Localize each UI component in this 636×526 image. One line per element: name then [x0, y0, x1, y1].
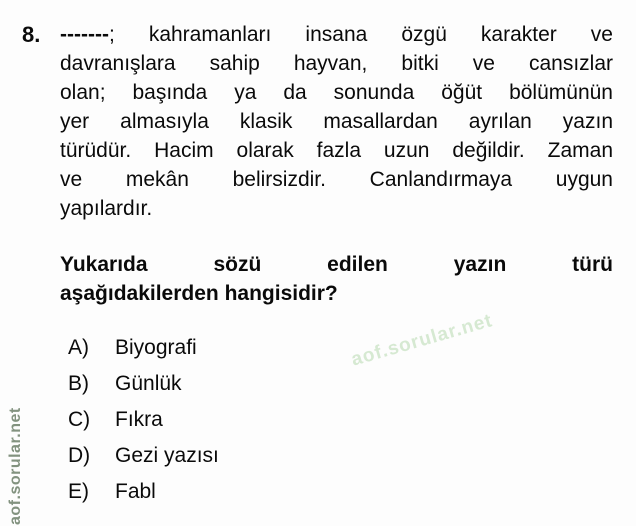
- body-line-7: yapılardır.: [60, 197, 153, 220]
- question-prompt: [60, 250, 613, 308]
- prompt-line-2: aşağıdakilerden hangisidir?: [60, 282, 338, 305]
- option-b-letter: B): [68, 372, 89, 395]
- option-b: [60, 370, 613, 406]
- watermark-diagonal: aof.sorular.net: [348, 310, 496, 371]
- options-list: [60, 334, 613, 514]
- option-a-letter: A): [68, 336, 89, 359]
- option-d: [60, 442, 613, 478]
- body-line-5: türüdür. Hacim olarak fazla uzun değildir. Zaman: [60, 139, 613, 162]
- question-number: 8.: [22, 22, 41, 47]
- option-b-text: Günlük: [115, 372, 182, 395]
- option-c-letter: C): [68, 408, 91, 431]
- option-e: [60, 478, 613, 514]
- option-a: [60, 334, 613, 370]
- blank-dashes: -------: [60, 23, 109, 46]
- body-line-3: olan; başında ya da sonunda öğüt bölümünün: [60, 81, 613, 104]
- option-d-letter: D): [68, 444, 91, 467]
- option-e-text: Fabl: [115, 480, 156, 503]
- option-e-letter: E): [68, 480, 89, 503]
- prompt-line-1: Yukarıda sözü edilen yazın türü: [60, 253, 613, 276]
- question-body: [60, 20, 613, 223]
- body-line-2: davranışlara sahip hayvan, bitki ve cansızlar: [60, 52, 613, 75]
- option-d-text: Gezi yazısı: [115, 444, 219, 467]
- body-line-4: yer almasıyla klasik masallardan ayrılan yazın: [60, 110, 613, 133]
- question-column: [60, 20, 613, 514]
- watermark-vertical-text: aof.sorular.net: [7, 407, 24, 525]
- option-c-text: Fıkra: [115, 408, 163, 431]
- option-c: [60, 406, 613, 442]
- body-line-1: [60, 20, 613, 49]
- option-a-text: Biyografi: [115, 336, 197, 359]
- body-line-1-text: ; kahramanları insana özgü karakter ve: [108, 23, 613, 46]
- body-line-6: ve mekân belirsizdir. Canlandırmaya uygun: [60, 168, 613, 191]
